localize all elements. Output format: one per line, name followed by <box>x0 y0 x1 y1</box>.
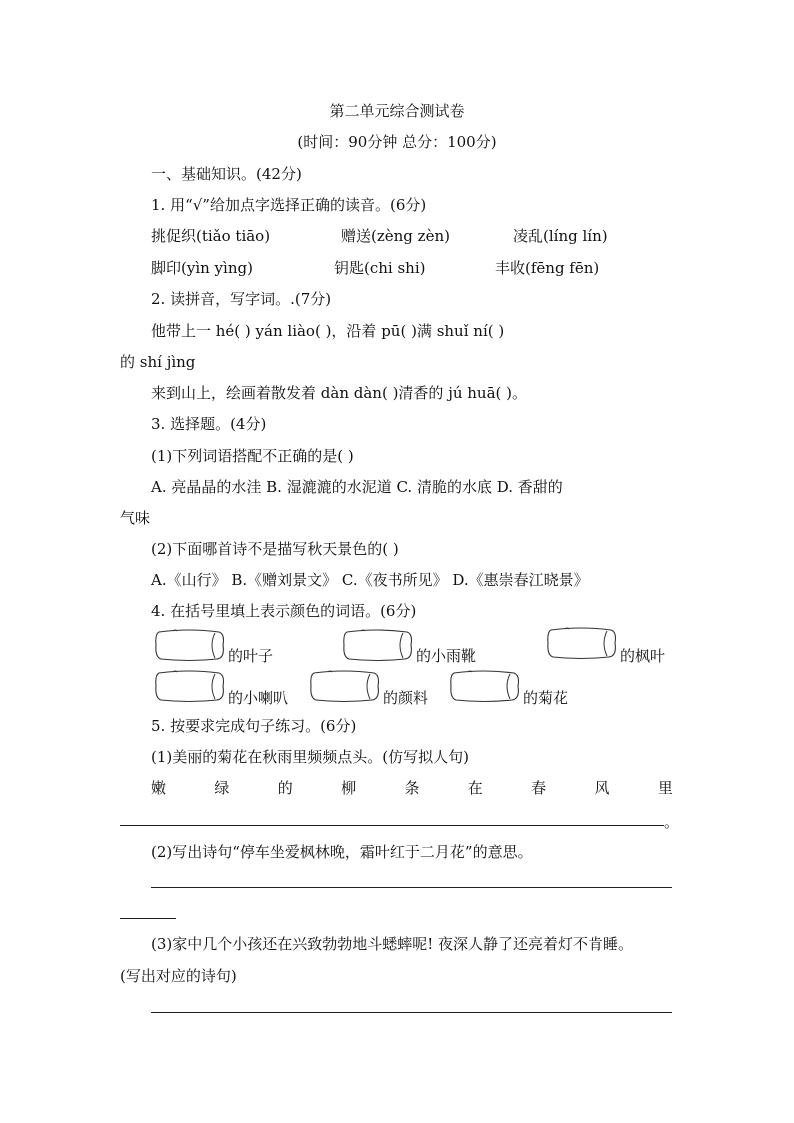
q4-label: 的枫叶 <box>620 647 666 665</box>
answer-line[interactable] <box>151 1012 672 1013</box>
q2-line-2: 的 shí jìng <box>120 353 196 371</box>
q2-line-3: 来到山上，绘画着散发着 dàn dàn( )清香的 jú huā( )。 <box>151 384 528 402</box>
sentence-char: 在 <box>467 779 483 797</box>
answer-line[interactable] <box>151 887 672 888</box>
q5-part-1-sentence-start <box>151 778 673 798</box>
sentence-char: 绿 <box>214 779 230 797</box>
answer-line-continued[interactable] <box>120 918 176 919</box>
sentence-char: 里 <box>657 779 673 797</box>
q3-part-1-options: A. 亮晶晶的水洼 B. 湿漉漉的水泥道 C. 清脆的水底 D. 香甜的 <box>151 478 563 496</box>
q1-item: 挑促织(tiǎo tiāo) <box>151 227 271 245</box>
q4-label: 的小雨靴 <box>416 647 477 665</box>
question-3-title: 3. 选择题。(4分) <box>151 415 267 433</box>
scroll-blank[interactable] <box>308 669 380 703</box>
q4-label: 的菊花 <box>523 689 569 707</box>
q1-item: 丰收(fēng fēn) <box>495 259 600 277</box>
answer-line-end: 。 <box>664 813 680 831</box>
q4-label: 的小喇叭 <box>228 689 289 707</box>
scroll-blank[interactable] <box>341 628 413 662</box>
q5-part-2: (2)写出诗句“停车坐爱枫林晚，霜叶红于二月花”的意思。 <box>151 843 533 861</box>
sentence-char: 柳 <box>341 779 357 797</box>
q2-line-1: 他带上一 hé( ) yán liào( )，沿着 pū( )满 shuǐ ní( ) <box>151 322 505 340</box>
q5-part-3: (3)家中几个小孩还在兴致勃勃地斗蟋蟀呢! 夜深人静了还亮着灯不肯睡。 <box>151 935 634 953</box>
q1-item: 钥匙(chi shi) <box>334 259 426 277</box>
q3-part-2-options: A.《山行》 B.《赠刘景文》 C.《夜书所见》 D.《惠崇春江晓景》 <box>151 571 589 589</box>
sentence-char: 春 <box>531 779 547 797</box>
sentence-char: 嫩 <box>151 779 167 797</box>
scroll-blank[interactable] <box>448 669 520 703</box>
scroll-blank[interactable] <box>153 628 225 662</box>
sentence-char: 的 <box>277 779 293 797</box>
q3-part-1-options-wrap: 气味 <box>120 509 151 527</box>
question-5-title: 5. 按要求完成句子练习。(6分) <box>151 717 357 735</box>
q5-part-1: (1)美丽的菊花在秋雨里频频点头。(仿写拟人句) <box>151 748 469 766</box>
q1-item: 凌乱(líng lín) <box>513 227 608 245</box>
q4-label: 的颜料 <box>383 689 429 707</box>
scroll-blank[interactable] <box>545 626 617 660</box>
q1-item: 赠送(zèng zèn) <box>341 227 450 245</box>
scroll-blank[interactable] <box>153 669 225 703</box>
test-subtitle: (时间：90分钟 总分：100分) <box>297 133 497 151</box>
question-4-title: 4. 在括号里填上表示颜色的词语。(6分) <box>151 602 417 620</box>
answer-line[interactable] <box>120 825 664 826</box>
q4-label: 的叶子 <box>228 647 274 665</box>
question-1-title: 1. 用“√”给加点字选择正确的读音。(6分) <box>151 196 427 214</box>
q5-part-3-wrap: (写出对应的诗句) <box>120 967 237 985</box>
sentence-char: 条 <box>404 779 420 797</box>
question-2-title: 2. 读拼音，写字词。.(7分) <box>151 290 332 308</box>
q3-part-1: (1)下列词语搭配不正确的是( ) <box>151 447 354 465</box>
q1-item: 脚印(yìn yìng) <box>151 259 253 277</box>
q3-part-2: (2)下面哪首诗不是描写秋天景色的( ) <box>151 540 399 558</box>
test-title: 第二单元综合测试卷 <box>329 102 465 120</box>
sentence-char: 风 <box>594 779 610 797</box>
section-heading: 一、基础知识。(42分) <box>151 165 302 183</box>
